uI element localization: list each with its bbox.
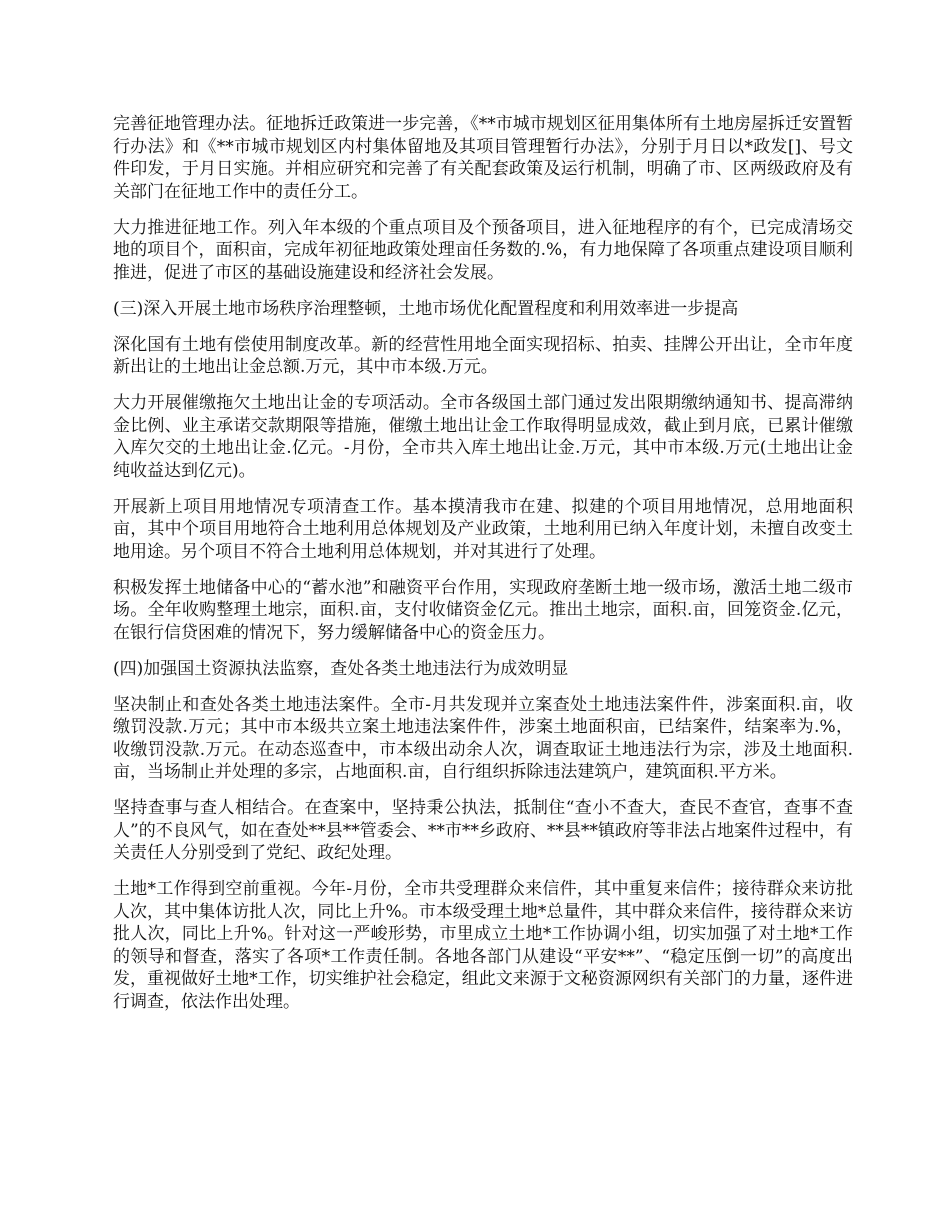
document-body bbox=[113, 113, 853, 1027]
paragraph-land-reserve-center: 积极发挥土地储备中心的“蓄水池”和融资平台作用，实现政府垄断土地一级市场，激活土地二级市场。全年收购整理土地宗，面积.亩，支付收储资金亿元。推出土地宗，面积.亩，回笼资金.亿元，在银行信贷困难的情况下，努力缓解储备中心的资金压力。 bbox=[113, 577, 853, 643]
section-heading-3: (三)深入开展土地市场秩序治理整顿，土地市场优化配置程度和利用效率进一步提高 bbox=[113, 298, 739, 319]
paragraph-arrears-collection: 大力开展催缴拖欠土地出让金的专项活动。全市各级国土部门通过发出限期缴纳通知书、提高滞纳金比例、业主承诺交款期限等措施，催缴土地出让金工作取得明显成效，截止到月底，已累计催缴入库欠交的土地出让金.亿元。-月份，全市共入库土地出让金.万元，其中市本级.万元(土地出让金纯收益达到亿元)。 bbox=[113, 393, 853, 481]
paragraph-project-land-audit: 开展新上项目用地情况专项清查工作。基本摸清我市在建、拟建的个项目用地情况，总用地面积亩，其中个项目用地符合土地利用总体规划及产业政策，土地利用已纳入年度计划，未擅自改变土地用途。另个项目不符合土地利用总体规划，并对其进行了处理。 bbox=[113, 496, 853, 562]
paragraph-land-acquisition-work: 大力推进征地工作。列入年本级的个重点项目及个预备项目，进入征地程序的有个，已完成清场交地的项目个，面积亩，完成年初征地政策处理亩任务数的.%，有力地保障了各项重点建设项目顺利推进，促进了市区的基础设施建设和经济社会发展。 bbox=[113, 217, 853, 283]
paragraph-land-acquisition-policy: 完善征地管理办法。征地拆迁政策进一步完善，《**市城市规划区征用集体所有土地房屋拆迁安置暂行办法》和《**市城市规划区内村集体留地及其项目管理暂行办法》，分别于月日以*政发[]、号文件印发，于月日实施。并相应研究和完善了有关配套政策及运行机制，明确了市、区两级政府及有关部门在征地工作中的责任分工。 bbox=[113, 114, 853, 202]
paragraph-petition-work: 土地*工作得到空前重视。今年-月份，全市共受理群众来信件，其中重复来信件；接待群众来访批人次，其中集体访批人次，同比上升%。市本级受理土地*总量件，其中群众来信件，接待群众来访批人次，同比上升%。针对这一严峻形势，市里成立土地*工作协调小组，切实加强了对土地*工作的领导和督查，落实了各项*工作责任制。各地各部门从建设“平安**”、“稳定压倒一切”的高度出发，重视做好土地*工作，切实维护社会稳定，组此文来源于文秘资源网织有关部门的力量，逐件进行调查，依法作出处理。 bbox=[113, 879, 853, 1012]
section-heading-4: (四)加强国土资源执法监察，查处各类土地违法行为成效明显 bbox=[113, 658, 569, 679]
paragraph-illegal-land-cases: 坚决制止和查处各类土地违法案件。全市-月共发现并立案查处土地违法案件件，涉案面积.亩，收缴罚没款.万元；其中市本级共立案土地违法案件件，涉案土地面积亩，已结案件，结案率为.%，收缴罚没款.万元。在动态巡查中，市本级出动余人次，调查取证土地违法行为宗，涉及土地面积.亩，当场制止并处理的多宗，占地面积.亩，自行组织拆除违法建筑户，建筑面积.平方米。 bbox=[113, 694, 853, 782]
paragraph-investigate-people: 坚持查事与查人相结合。在查案中，坚持秉公执法，抵制住“查小不查大，查民不查官，查事不查人”的不良风气，如在查处**县**管委会、**市**乡政府、**县**镇政府等非法占地案件过程中，有关责任人分别受到了党纪、政纪处理。 bbox=[113, 798, 853, 863]
paragraph-land-use-reform: 深化国有土地有偿使用制度改革。新的经营性用地全面实现招标、拍卖、挂牌公开出让，全市年度新出让的土地出让金总额.万元，其中市本级.万元。 bbox=[113, 334, 853, 377]
